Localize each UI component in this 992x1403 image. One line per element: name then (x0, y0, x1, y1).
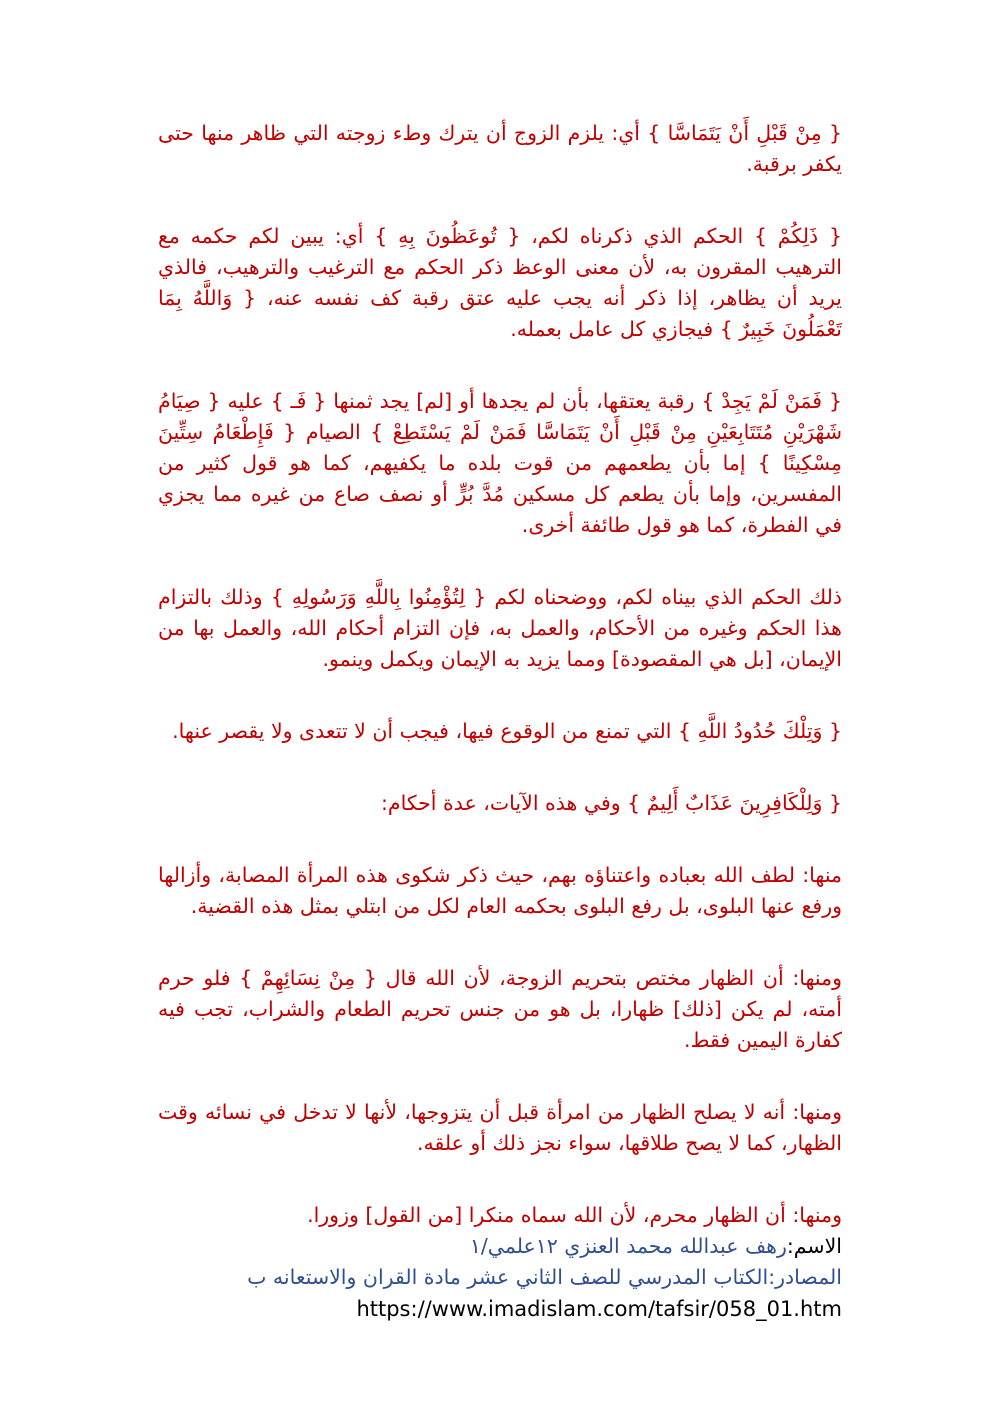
sources-text: الكتاب المدرسي للصف الثاني عشر مادة القران والاستعانه ب (247, 1265, 769, 1289)
sources-line (158, 1262, 842, 1293)
paragraph-8: ومنها: أن الظهار مختص بتحريم الزوجة، لأن الله قال { مِنْ نِسَائِهِمْ } فلو حرم أمته، لم يكن [ذلك] ظهارا، بل هو من جنس تحريم الطعام والشراب، تجب فيه كفارة اليمين فقط. (158, 966, 842, 1052)
paragraph-1: { مِنْ قَبْلِ أَنْ يَتَمَاسَّا } أي: يلزم الزوج أن يترك وطء زوجته التي ظاهر منها حتى يكفر برقبة. (158, 121, 842, 176)
source-url[interactable]: https://www.imadislam.com/tafsir/058_01.htm (356, 1297, 842, 1321)
paragraph-9: ومنها: أنه لا يصلح الظهار من امرأة قبل أن يتزوجها، لأنها لا تدخل في نسائه وقت الظهار، كما لا يصح طلاقها، سواء نجز ذلك أو علقه. (158, 1100, 842, 1155)
document-page (158, 118, 842, 1325)
signature-block (158, 1231, 842, 1325)
paragraph-2: { ذَلِكُمْ } الحكم الذي ذكرناه لكم، { تُوعَظُونَ بِهِ } أي: يبين لكم حكمه مع الترهيب المقرون به، لأن معنى الوعظ ذكر الحكم مع الترغيب والترهيب، فالذي يريد أن يظاهر، إذا ذكر أنه يجب عليه عتق رقبة كف نفسه عنه، { وَاللَّهُ بِمَا تَعْمَلُونَ خَبِيرٌ } فيجازي كل عامل بعمله. (158, 224, 842, 341)
sources-label: المصادر: (768, 1265, 842, 1289)
paragraph-3: { فَمَنْ لَمْ يَجِدْ } رقبة يعتقها، بأن لم يجدها أو [لم] يجد ثمنها { فَـ } عليه { صِيَامُ شَهْرَيْنِ مُتَتَابِعَيْنِ مِنْ قَبْلِ أَنْ يَتَمَاسَّا فَمَنْ لَمْ يَسْتَطِعْ } الصيام { فَإِطْعَامُ سِتِّينَ مِسْكِينًا } إما بأن يطعمهم من قوت بلده ما يكفيهم، كما هو قول كثير من المفسرين، وإما بأن يطعم كل مسكين مُدَّ بُرٍّ أو نصف صاع من غيره مما يجزي في الفطرة، كما هو قول طائفة أخرى. (158, 389, 842, 537)
paragraph-6: { وَلِلْكَافِرِينَ عَذَابٌ أَلِيمٌ } وفي هذه الآيات، عدة أحكام: (380, 791, 842, 815)
paragraph-10: ومنها: أن الظهار محرم، لأن الله سماه منكرا [من القول] وزورا. (307, 1203, 842, 1227)
paragraph-5: { وَتِلْكَ حُدُودُ اللَّهِ } التي تمنع من الوقوع فيها، فيجب أن لا تتعدى ولا يقصر عنها. (172, 719, 842, 743)
name-label: الاسم: (786, 1234, 842, 1258)
paragraph-7: منها: لطف الله بعباده واعتناؤه بهم، حيث ذكر شكوى هذه المرأة المصابة، وأزالها ورفع عنها البلوى، بل رفع البلوى بحكمه العام لكل من ابتلي بمثل هذه القضية. (158, 863, 842, 918)
student-name-line (158, 1231, 842, 1262)
student-name: رهف عبدالله محمد العنزي ١٢علمي/١ (469, 1234, 787, 1258)
paragraph-4: ذلك الحكم الذي بيناه لكم، ووضحناه لكم { لِتُؤْمِنُوا بِاللَّهِ وَرَسُولِهِ } وذلك بالتزام هذا الحكم وغيره من الأحكام، والعمل به، فإن التزام أحكام الله، والعمل بها من الإيمان، [بل هي المقصودة] ومما يزيد به الإيمان ويكمل وينمو. (158, 585, 842, 671)
